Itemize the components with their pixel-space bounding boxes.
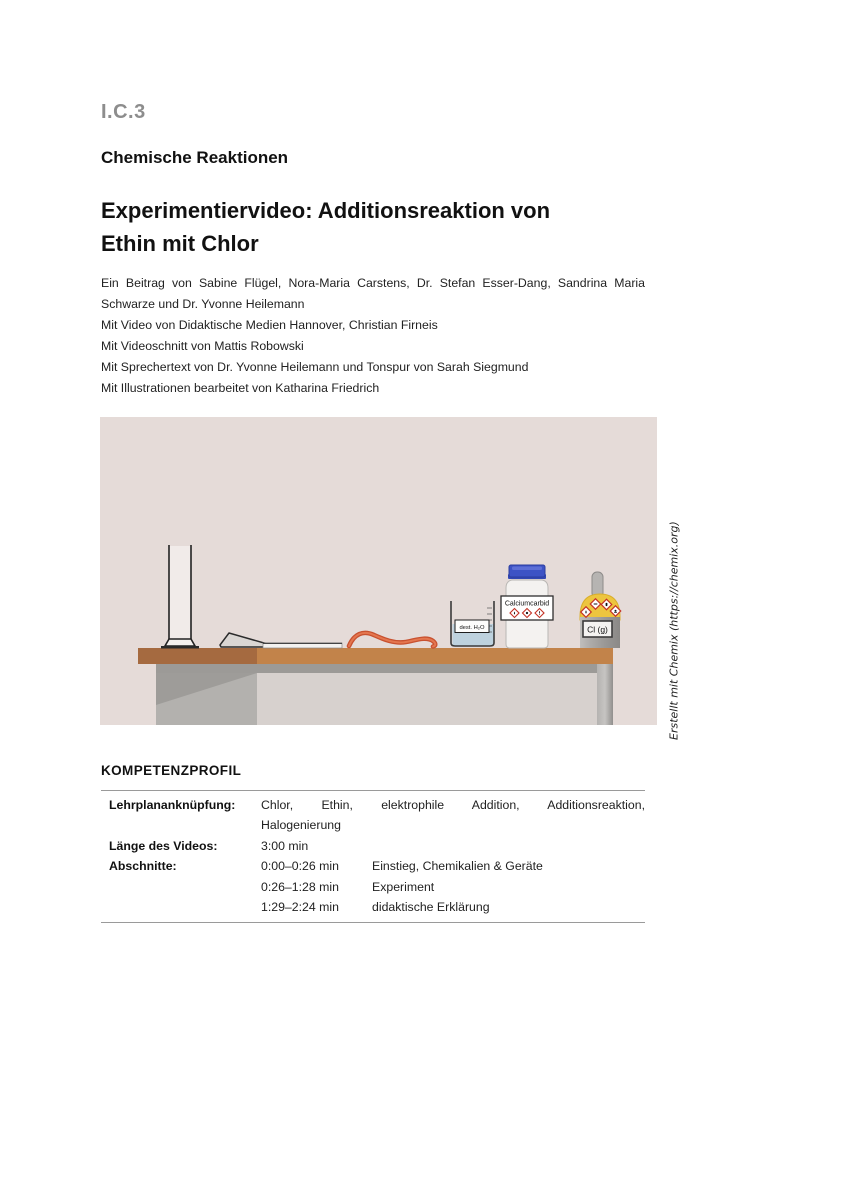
segment-time: 0:26–1:28 min	[261, 879, 339, 894]
segment-time: 1:29–2:24 min	[261, 900, 339, 914]
page-title-line2: Ethin mit Chlor	[101, 231, 259, 256]
row-value: 3:00 min	[261, 838, 309, 853]
row-value-line: Chlor, Ethin, elektrophile Addition, Additionsreaktion,	[261, 797, 645, 812]
segment-desc: Einstieg, Chemikalien & Geräte	[372, 859, 543, 873]
credits-line: Mit Video von Didaktische Medien Hannover, Christian Firneis	[101, 318, 438, 332]
table-base	[156, 664, 602, 725]
jar-label: Calciumcarbid	[504, 600, 550, 608]
page-title	[101, 194, 621, 260]
gas-cylinder-pole	[597, 664, 613, 725]
glass-tube-flat	[263, 643, 342, 648]
page-title-line1: Experimentiervideo: Additionsreaktion von	[101, 198, 551, 223]
row-value	[261, 795, 645, 836]
row-label: Abschnitte:	[109, 859, 177, 873]
credits-line: Ein Beitrag von Sabine Flügel, Nora-Maria Carstens, Dr. Stefan Esser-Dang, Sandrina Maria	[101, 276, 645, 290]
competence-profile-heading: KOMPETENZPROFIL	[101, 763, 242, 778]
calcium-carbide-jar	[501, 565, 553, 648]
segment-desc: didaktische Erklärung	[372, 900, 490, 914]
series-title: Chemische Reaktionen	[101, 148, 289, 167]
row-label: Länge des Videos:	[109, 838, 218, 853]
video-segment	[261, 856, 645, 877]
table-row	[101, 795, 645, 836]
cylinder-label: Cl (g)	[587, 624, 608, 635]
competence-profile-table	[101, 790, 645, 923]
row-label: Lehrplananknüpfung:	[109, 797, 236, 812]
credits-line: Mit Videoschnitt von Mattis Robowski	[101, 339, 304, 353]
tabletop	[138, 648, 613, 664]
row-value	[261, 856, 645, 918]
segment-desc: Experiment	[372, 879, 435, 894]
row-value-line: Halogenierung	[261, 818, 341, 832]
video-segment	[261, 877, 645, 898]
segment-time: 0:00–0:26 min	[261, 859, 339, 873]
video-segment	[261, 897, 645, 918]
table-row	[101, 856, 645, 918]
credits-line: Mit Illustrationen bearbeitet von Katharina Friedrich	[101, 381, 380, 395]
unit-code: I.C.3	[101, 101, 146, 123]
table-row	[101, 836, 645, 857]
credits-line: Mit Sprechertext von Dr. Yvonne Heilemann und Tonspur von Sarah Siegmund	[101, 360, 529, 374]
beaker-label: dest. H₂O	[459, 625, 485, 631]
jar-hazard-diamonds	[510, 608, 544, 617]
image-credit-vertical: Erstellt mit Chemix (https://chemix.org)	[667, 521, 681, 740]
credits-line: Schwarze und Dr. Yvonne Heilemann	[101, 297, 305, 311]
credits-block	[101, 273, 645, 399]
lab-illustration-svg	[100, 417, 657, 725]
lab-illustration	[100, 417, 657, 725]
